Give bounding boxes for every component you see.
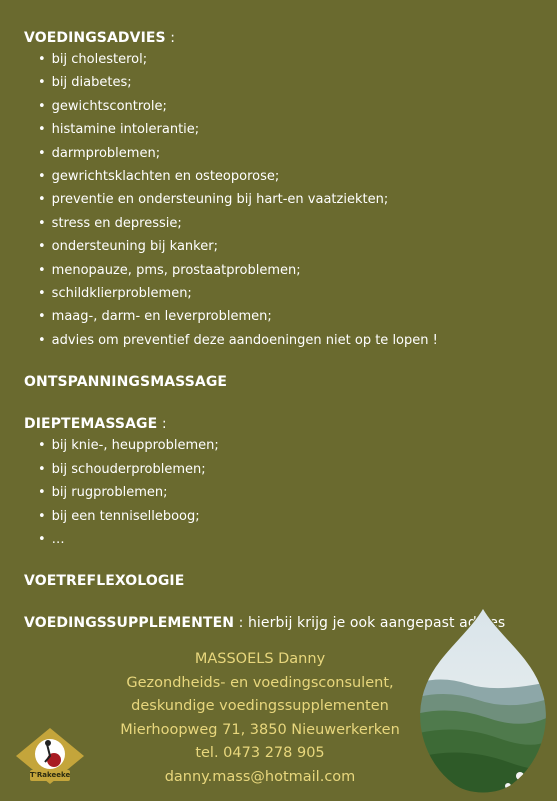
list-item: • ondersteuning bij kanker;: [38, 235, 544, 258]
list-item: • gewichtscontrole;: [38, 95, 544, 118]
section-voedingsadvies-heading: [24, 28, 544, 48]
ontspanningsmassage-heading: ONTSPANNINGSMASSAGE: [24, 374, 228, 391]
list-item: • …: [38, 528, 544, 551]
contact-role-line2: deskundige voedingssupplementen: [131, 698, 389, 714]
list-item: • bij rugproblemen;: [38, 481, 544, 504]
contact-role-line1: Gezondheids- en voedingsconsulent,: [126, 674, 394, 691]
contact-phone: tel. 0473 278 905: [195, 745, 325, 761]
list-item: • menopauze, pms, prostaatproblemen;: [38, 259, 544, 282]
contact-address: Mierhoopweg 71, 3850 Nieuwerkerken: [120, 721, 400, 738]
voedingsadvies-list: [24, 48, 544, 352]
list-item: • bij diabetes;: [38, 71, 544, 94]
voetreflexologie-heading: VOETREFLEXOLOGIE: [24, 573, 185, 590]
list-item: • stress en depressie;: [38, 212, 544, 235]
list-item: • bij schouderproblemen;: [38, 458, 544, 481]
dieptemassage-title: DIEPTEMASSAGE: [24, 416, 158, 433]
list-item: • bij knie-, heupproblemen;: [38, 434, 544, 457]
voedingsadvies-suffix: :: [165, 30, 176, 46]
services-list: [24, 28, 544, 633]
voedingsadvies-title: VOEDINGSADVIES: [24, 30, 166, 46]
landscape-drop-image: [408, 604, 557, 801]
list-item: • maag-, darm- en leverproblemen;: [38, 305, 544, 328]
list-item: • bij een tenniselleboog;: [38, 505, 544, 528]
dieptemassage-list: [24, 434, 544, 551]
logo: [14, 726, 86, 786]
list-item: • advies om preventief deze aandoeningen niet op te lopen !: [38, 329, 544, 352]
contact-name: MASSOELS Danny: [194, 651, 326, 667]
list-item: • bij cholesterol;: [38, 48, 544, 71]
voedingssupplementen-suffix: : hierbij krijg je ook aangepast advies: [234, 615, 506, 632]
list-item: • gewrichtsklachten en osteoporose;: [38, 165, 544, 188]
contact-email: danny.mass@hotmail.com: [164, 768, 356, 785]
section-dieptemassage-heading: [24, 414, 544, 434]
logo-text: T'Rakeeke: [30, 771, 71, 779]
list-item: • histamine intolerantie;: [38, 118, 544, 141]
list-item: • schildklierproblemen;: [38, 282, 544, 305]
contact-block: [90, 648, 430, 789]
list-item: • darmproblemen;: [38, 142, 544, 165]
list-item: • preventie en ondersteuning bij hart-en vaatziekten;: [38, 188, 544, 211]
voedingssupplementen-title: VOEDINGSSUPPLEMENTEN: [24, 615, 235, 632]
dieptemassage-suffix: :: [157, 416, 167, 433]
